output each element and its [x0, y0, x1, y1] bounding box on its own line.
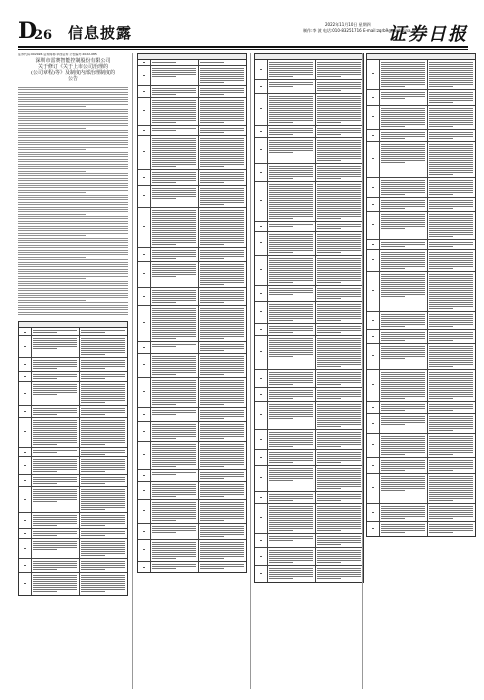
table-cell: [198, 408, 246, 421]
table-cell: [198, 136, 246, 169]
table-cell: [379, 198, 428, 211]
amendment-table: [137, 53, 247, 573]
table-cell: [315, 534, 363, 547]
table-row: [367, 90, 475, 106]
table-cell: [267, 302, 316, 323]
table-cell: [150, 500, 199, 523]
table-cell: [198, 482, 246, 499]
table-row: [255, 430, 363, 450]
table-cell: [267, 466, 316, 491]
table-row: [367, 240, 475, 250]
table-cell: [427, 130, 475, 141]
table-cell: [150, 562, 199, 572]
table-cell: [315, 466, 363, 491]
table-cell: [427, 90, 475, 105]
table-cell: [198, 186, 246, 207]
column-divider: [132, 53, 133, 689]
table-cell: [79, 475, 127, 486]
table-cell: [150, 540, 199, 561]
table-row: [255, 222, 363, 232]
masthead-rule-thin: [18, 49, 468, 50]
table-row: [138, 248, 246, 262]
page-letter: D: [18, 18, 38, 44]
table-cell: [427, 250, 475, 271]
table-cell: [198, 442, 246, 469]
table-cell: [379, 60, 428, 89]
table-cell: [315, 370, 363, 387]
column-3: [254, 53, 364, 689]
table-cell: [31, 475, 80, 486]
column-divider: [362, 53, 363, 689]
table-row: [19, 513, 127, 529]
table-cell: [150, 306, 199, 341]
table-row: [367, 142, 475, 178]
table-cell: [267, 402, 316, 429]
table-cell: [150, 186, 199, 207]
table-row: [138, 306, 246, 342]
table-row: [255, 336, 363, 370]
notice-title: [18, 58, 128, 82]
issue-date: 2022年11月10日 星期四: [325, 22, 371, 27]
table-cell: [267, 286, 316, 301]
table-cell: [427, 522, 475, 536]
table-cell: [79, 328, 127, 335]
table-cell: [267, 450, 316, 465]
table-row: [367, 458, 475, 474]
table-cell: [379, 344, 428, 369]
table-cell: [315, 566, 363, 582]
table-row: [255, 492, 363, 504]
table-cell: [79, 487, 127, 512]
amendment-table: [18, 321, 128, 596]
table-cell: [150, 342, 199, 353]
table-row: [255, 60, 363, 80]
table-cell: [150, 86, 199, 97]
table-cell: [315, 504, 363, 533]
table-cell: [379, 522, 428, 536]
table-cell: [315, 138, 363, 163]
table-row: [255, 164, 363, 182]
table-cell: [31, 513, 80, 528]
table-cell: [267, 80, 316, 93]
table-cell: [150, 60, 199, 65]
table-cell: [379, 178, 428, 197]
table-cell: [267, 566, 316, 582]
section-title: 信息披露: [68, 24, 133, 42]
table-cell: [267, 126, 316, 137]
table-cell: [427, 330, 475, 343]
table-row: [138, 540, 246, 562]
table-cell: [427, 434, 475, 457]
table-cell: [267, 182, 316, 221]
table-row: [255, 286, 363, 302]
masthead-rule: [18, 46, 468, 48]
table-row: [255, 232, 363, 256]
table-cell: [315, 126, 363, 137]
table-row: [19, 372, 127, 382]
table-cell: [79, 573, 127, 595]
table-cell: [315, 222, 363, 231]
table-cell: [31, 328, 80, 335]
table-row: [255, 566, 363, 582]
table-cell: [198, 306, 246, 341]
table-row: [138, 500, 246, 524]
table-cell: [31, 382, 80, 405]
table-cell: [198, 500, 246, 523]
table-cell: [267, 94, 316, 125]
table-cell: [267, 534, 316, 547]
table-cell: [379, 250, 428, 271]
table-row: [138, 354, 246, 378]
table-row: [138, 136, 246, 170]
table-cell: [267, 504, 316, 533]
table-cell: [31, 487, 80, 512]
table-cell: [427, 142, 475, 177]
table-cell: [267, 232, 316, 255]
notice-code-line: 证券代码:002926 证券简称:华西证券 公告编号:2022-085: [18, 53, 97, 56]
table-cell: [79, 358, 127, 371]
table-cell: [198, 540, 246, 561]
table-cell: [379, 504, 428, 521]
table-row: [19, 358, 127, 372]
table-row: [138, 422, 246, 442]
table-row: [138, 288, 246, 306]
table-cell: [379, 272, 428, 311]
table-cell: [267, 60, 316, 79]
table-cell: [315, 256, 363, 285]
table-cell: [150, 136, 199, 169]
table-row: [255, 548, 363, 566]
table-cell: [31, 457, 80, 474]
table-row: [138, 186, 246, 208]
table-row: [367, 106, 475, 130]
table-cell: [198, 262, 246, 287]
column-2: [137, 53, 247, 689]
table-row: [19, 457, 127, 475]
table-row: [255, 126, 363, 138]
table-row: [255, 466, 363, 492]
table-row: [367, 370, 475, 402]
table-cell: [198, 248, 246, 261]
table-row: [367, 330, 475, 344]
table-cell: [198, 524, 246, 539]
table-cell: [150, 170, 199, 185]
table-cell: [315, 548, 363, 565]
table-cell: [198, 170, 246, 185]
table-row: [255, 80, 363, 94]
table-cell: [31, 406, 80, 417]
table-cell: [427, 414, 475, 433]
table-cell: [150, 378, 199, 407]
table-row: [19, 382, 127, 406]
notice-title-line: (公司章程)等》及制度内部治理制度的: [31, 70, 115, 76]
table-cell: [315, 324, 363, 335]
table-cell: [379, 370, 428, 401]
table-row: [367, 312, 475, 330]
table-cell: [267, 164, 316, 181]
table-cell: [427, 212, 475, 239]
notice-title-line: 深圳市雷赛智能控制股份有限公司: [35, 58, 111, 64]
table-cell: [427, 474, 475, 503]
table-cell: [427, 198, 475, 211]
table-cell: [315, 302, 363, 323]
table-cell: [315, 232, 363, 255]
table-cell: [315, 450, 363, 465]
table-cell: [31, 336, 80, 357]
table-row: [19, 487, 127, 513]
table-row: [367, 178, 475, 198]
table-cell: [198, 354, 246, 377]
table-cell: [79, 372, 127, 381]
table-row: [138, 442, 246, 470]
table-row: [138, 66, 246, 86]
table-cell: [150, 442, 199, 469]
table-cell: [31, 539, 80, 558]
table-row: [138, 126, 246, 136]
table-cell: [31, 529, 80, 538]
table-row: [19, 475, 127, 487]
table-cell: [150, 98, 199, 125]
table-row: [367, 198, 475, 212]
table-cell: [427, 344, 475, 369]
newspaper-logo: 证券日报: [388, 24, 468, 45]
table-row: [255, 138, 363, 164]
table-cell: [198, 288, 246, 305]
table-row: [255, 504, 363, 534]
column-4: [366, 53, 476, 689]
table-row: [138, 408, 246, 422]
table-row: [19, 328, 127, 336]
table-cell: [379, 434, 428, 457]
table-row: [255, 402, 363, 430]
table-cell: [379, 106, 428, 129]
table-cell: [315, 336, 363, 369]
table-cell: [198, 208, 246, 247]
table-cell: [315, 402, 363, 429]
table-cell: [198, 66, 246, 85]
table-cell: [267, 388, 316, 401]
table-cell: [198, 60, 246, 65]
table-row: [367, 402, 475, 414]
table-row: [255, 302, 363, 324]
table-cell: [427, 178, 475, 197]
table-cell: [198, 470, 246, 481]
table-cell: [150, 482, 199, 499]
table-cell: [150, 288, 199, 305]
table-cell: [150, 208, 199, 247]
table-cell: [79, 529, 127, 538]
table-row: [138, 378, 246, 408]
table-cell: [267, 324, 316, 335]
table-cell: [79, 457, 127, 474]
table-cell: [379, 474, 428, 503]
table-cell: [198, 86, 246, 97]
table-cell: [427, 272, 475, 311]
table-cell: [31, 372, 80, 381]
table-cell: [150, 470, 199, 481]
table-cell: [315, 80, 363, 93]
table-cell: [198, 422, 246, 441]
table-cell: [198, 378, 246, 407]
table-cell: [267, 256, 316, 285]
table-cell: [379, 240, 428, 249]
table-cell: [379, 458, 428, 473]
table-cell: [31, 573, 80, 595]
table-cell: [150, 524, 199, 539]
table-row: [255, 182, 363, 222]
table-row: [138, 470, 246, 482]
table-cell: [79, 513, 127, 528]
table-row: [138, 98, 246, 126]
table-row: [255, 450, 363, 466]
table-cell: [427, 312, 475, 329]
table-cell: [150, 126, 199, 135]
table-row: [367, 474, 475, 504]
table-cell: [315, 60, 363, 79]
table-row: [367, 212, 475, 240]
table-row: [19, 336, 127, 358]
table-row: [255, 324, 363, 336]
table-row: [367, 434, 475, 458]
table-row: [19, 559, 127, 573]
table-cell: [79, 382, 127, 405]
table-cell: [315, 164, 363, 181]
body-text-block: [18, 87, 128, 317]
table-cell: [198, 342, 246, 353]
table-cell: [267, 430, 316, 449]
table-row: [367, 130, 475, 142]
table-cell: [315, 388, 363, 401]
table-cell: [79, 418, 127, 447]
amendment-table: [366, 53, 476, 537]
table-row: [367, 272, 475, 312]
table-row: [19, 573, 127, 595]
table-row: [367, 250, 475, 272]
table-row: [138, 86, 246, 98]
table-cell: [150, 66, 199, 85]
table-cell: [79, 539, 127, 558]
table-cell: [198, 98, 246, 125]
table-cell: [315, 286, 363, 301]
notice-title-line: 公告: [67, 76, 78, 82]
table-row: [367, 60, 475, 90]
table-cell: [198, 126, 246, 135]
editor-contact-line: 制作:李 波 电话:010-83251716 E-mail:zqrb9@zqrb.sina.net: [303, 28, 419, 33]
table-cell: [427, 504, 475, 521]
table-cell: [427, 370, 475, 401]
table-cell: [379, 130, 428, 141]
table-cell: [150, 422, 199, 441]
column-divider: [250, 53, 251, 689]
table-cell: [427, 240, 475, 249]
table-cell: [31, 358, 80, 371]
table-row: [255, 534, 363, 548]
table-row: [255, 94, 363, 126]
table-cell: [267, 222, 316, 231]
table-cell: [379, 414, 428, 433]
table-cell: [79, 406, 127, 417]
table-row: [138, 208, 246, 248]
amendment-table: [254, 53, 364, 583]
table-row: [138, 342, 246, 354]
table-cell: [79, 559, 127, 572]
table-cell: [267, 492, 316, 503]
table-cell: [379, 90, 428, 105]
table-row: [138, 562, 246, 572]
table-cell: [267, 548, 316, 565]
table-cell: [150, 248, 199, 261]
table-row: [255, 256, 363, 286]
table-cell: [427, 458, 475, 473]
table-cell: [427, 402, 475, 413]
page-number: 26: [34, 28, 53, 43]
notice-title-line: 关于修订《关于上市公司治理的: [37, 64, 108, 70]
table-cell: [427, 60, 475, 89]
table-row: [367, 414, 475, 434]
table-cell: [379, 312, 428, 329]
table-cell: [31, 448, 80, 456]
table-row: [19, 418, 127, 448]
table-row: [367, 504, 475, 522]
table-row: [255, 370, 363, 388]
table-row: [138, 482, 246, 500]
table-row: [367, 522, 475, 536]
table-cell: [267, 370, 316, 387]
table-row: [138, 170, 246, 186]
table-row: [19, 529, 127, 539]
table-cell: [379, 402, 428, 413]
table-cell: [31, 418, 80, 447]
table-cell: [150, 354, 199, 377]
table-cell: [198, 562, 246, 572]
table-cell: [79, 448, 127, 456]
table-row: [138, 262, 246, 288]
table-cell: [267, 336, 316, 369]
table-cell: [31, 559, 80, 572]
table-row: [19, 448, 127, 457]
table-cell: [427, 106, 475, 129]
table-row: [255, 388, 363, 402]
table-cell: [315, 430, 363, 449]
table-cell: [267, 138, 316, 163]
masthead: [18, 20, 468, 44]
table-cell: [379, 212, 428, 239]
table-cell: [379, 330, 428, 343]
table-cell: [315, 94, 363, 125]
column-1: [18, 53, 128, 689]
table-cell: [150, 408, 199, 421]
table-cell: [150, 262, 199, 287]
table-cell: [379, 142, 428, 177]
table-row: [138, 524, 246, 540]
table-row: [367, 344, 475, 370]
table-row: [19, 406, 127, 418]
table-row: [19, 539, 127, 559]
table-cell: [315, 492, 363, 503]
table-cell: [315, 182, 363, 221]
table-cell: [79, 336, 127, 357]
